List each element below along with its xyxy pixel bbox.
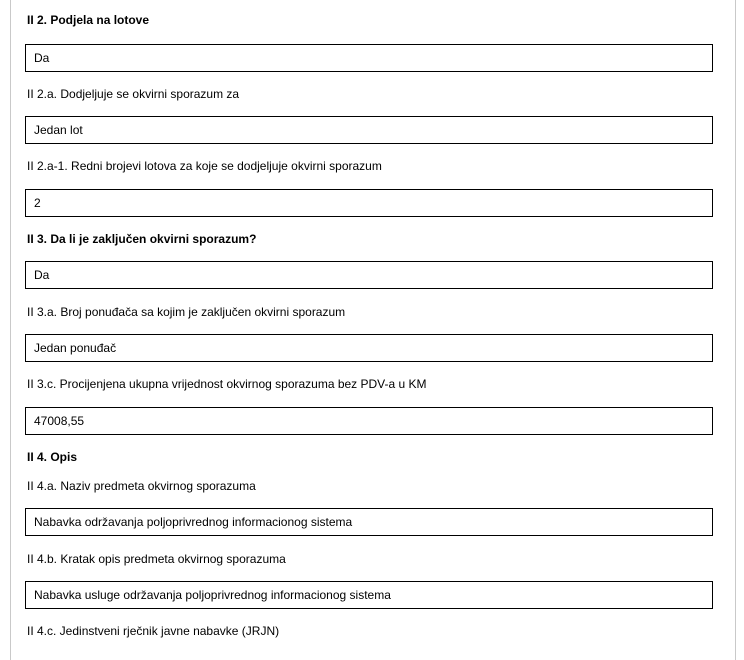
framework-concluded-field: Da <box>25 261 713 289</box>
framework-awarded-for-label: II 2.a. Dodjeljuje se okvirni sporazum za <box>27 87 240 101</box>
section-heading-concluded: II 3. Da li je zaključen okvirni sporazum? <box>27 232 257 246</box>
section-heading-lots: II 2. Podjela na lotove <box>27 13 150 27</box>
subject-name-field: Nabavka održavanja poljoprivrednog informacionog sistema <box>25 508 713 536</box>
short-description-field: Nabavka usluge održavanja poljoprivrednog informacionog sistema <box>25 581 713 609</box>
subject-name-label: II 4.a. Naziv predmeta okvirnog sporazuma <box>27 479 256 493</box>
bidders-count-field: Jedan ponuđač <box>25 334 713 362</box>
lot-numbers-label: II 2.a-1. Redni brojevi lotova za koje se dodjeljuje okvirni sporazum <box>27 159 382 173</box>
bidders-count-label: II 3.a. Broj ponuđača sa kojim je zaključen okvirni sporazum <box>27 305 346 319</box>
framework-awarded-for-field: Jedan lot <box>25 116 713 144</box>
estimated-value-field: 47008,55 <box>25 407 713 435</box>
short-description-label: II 4.b. Kratak opis predmeta okvirnog sporazuma <box>27 552 286 566</box>
section-heading-description: II 4. Opis <box>27 450 78 464</box>
lots-division-field: Da <box>25 44 713 72</box>
estimated-value-label: II 3.c. Procijenjena ukupna vrijednost okvirnog sporazuma bez PDV-a u KM <box>27 377 427 391</box>
procurement-vocabulary-label: II 4.c. Jedinstveni rječnik javne nabavke (JRJN) <box>27 624 280 638</box>
lot-numbers-field: 2 <box>25 189 713 217</box>
